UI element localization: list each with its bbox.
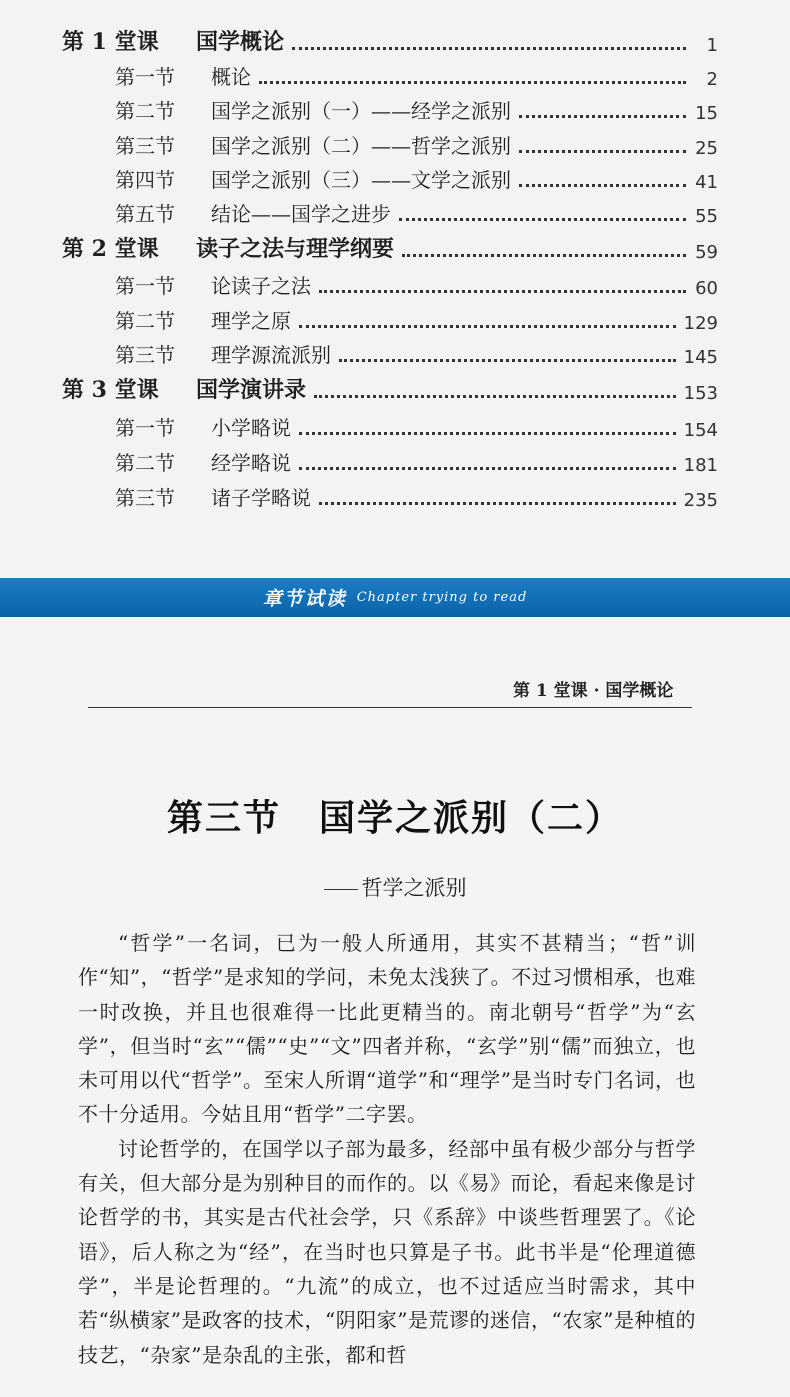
toc-section-title: 诸子学略说 — [211, 486, 311, 510]
toc-page-number: 235 — [683, 490, 718, 511]
dot-leader — [259, 81, 686, 84]
toc-section-row[interactable] — [115, 197, 718, 227]
toc-section-number: 第三节 — [115, 343, 175, 367]
toc-section-number: 第五节 — [115, 202, 175, 226]
chapter-preview-banner — [0, 578, 790, 617]
dot-leader — [299, 432, 676, 435]
toc-section-row[interactable] — [115, 338, 718, 368]
toc-section-number: 第一节 — [115, 65, 175, 89]
toc-page-number: 129 — [683, 313, 718, 334]
dot-leader — [402, 254, 686, 257]
toc-page-number: 55 — [695, 206, 718, 227]
toc-section-row[interactable] — [115, 129, 718, 159]
toc-page-number: 181 — [683, 455, 718, 476]
toc-section-row[interactable] — [115, 94, 718, 124]
dot-leader — [519, 150, 686, 153]
toc-page-number: 41 — [695, 172, 718, 193]
toc-lesson-number: 第 3 堂课 — [62, 377, 159, 403]
toc-page-number: 15 — [695, 103, 718, 124]
dot-leader — [519, 184, 686, 187]
header-rule — [88, 707, 692, 708]
toc-page-number: 2 — [706, 69, 718, 90]
toc-section-title: 国学之派别（一）——经学之派别 — [211, 99, 511, 123]
toc-section-row[interactable] — [115, 446, 718, 476]
dot-leader — [299, 467, 676, 470]
dot-leader — [314, 395, 676, 398]
toc-section-number: 第二节 — [115, 309, 175, 333]
dot-leader — [339, 359, 676, 362]
toc-lesson-title: 读子之法与理学纲要 — [196, 236, 395, 262]
toc-section-title: 概论 — [211, 65, 251, 89]
toc-page-number: 25 — [695, 138, 718, 159]
body-text — [78, 926, 696, 1372]
toc-lesson-row[interactable] — [62, 374, 718, 404]
toc-lesson-number: 第 2 堂课 — [62, 236, 159, 262]
toc-page-number: 154 — [683, 420, 718, 441]
table-of-contents — [0, 0, 790, 578]
toc-section-number: 第二节 — [115, 99, 175, 123]
toc-lesson-row[interactable] — [62, 233, 718, 263]
toc-lesson-row[interactable] — [62, 26, 718, 56]
toc-lesson-number: 第 1 堂课 — [62, 29, 159, 55]
toc-section-title: 结论——国学之进步 — [211, 202, 391, 226]
toc-section-row[interactable] — [115, 269, 718, 299]
toc-section-row[interactable] — [115, 304, 718, 334]
subtitle-text: 哲学之派别 — [361, 876, 467, 900]
section-title: 第三节 国学之派别（二） — [166, 797, 623, 839]
dot-leader — [299, 325, 676, 328]
toc-section-number: 第一节 — [115, 274, 175, 298]
running-head: 第 1 堂课 · 国学概论 — [513, 681, 674, 701]
paragraph: 讨论哲学的，在国学以子部为最多，经部中虽有极少部分与哲学有关，但大部分是为别种目的而作的。以《易》而论，看起来像是讨论哲学的书，其实是古代社会学，只《系辞》中谈些哲理罢了。《论语》，后人称之为“经”，在当时也只算是子书。此书半是“伦理道德学”，半是论哲理的。“九流”的成立，也不过适应当时需求，其中若“纵横家”是政客的技术，“阴阳家”是荒谬的迷信，“农家”是种植的技艺，“杂家”是杂乱的主张，都和哲 — [78, 1136, 696, 1367]
toc-section-number: 第三节 — [115, 134, 175, 158]
banner-title-en: Chapter trying to read — [356, 590, 528, 605]
toc-page-number: 59 — [695, 242, 718, 263]
toc-lesson-title: 国学演讲录 — [196, 377, 307, 403]
toc-section-number: 第一节 — [115, 416, 175, 440]
toc-section-title: 理学之原 — [211, 309, 291, 333]
toc-section-row[interactable] — [115, 60, 718, 90]
dot-leader — [399, 218, 686, 221]
toc-section-row[interactable] — [115, 411, 718, 441]
toc-section-title: 小学略说 — [211, 416, 291, 440]
toc-section-number: 第四节 — [115, 168, 175, 192]
toc-section-title: 国学之派别（三）——文学之派别 — [211, 168, 511, 192]
dot-leader — [519, 115, 686, 118]
toc-section-title: 经学略说 — [211, 451, 291, 475]
toc-section-title: 论读子之法 — [211, 274, 311, 298]
toc-section-title: 理学源流派别 — [211, 343, 331, 367]
toc-page-number: 60 — [695, 278, 718, 299]
toc-section-number: 第二节 — [115, 451, 175, 475]
toc-page-number: 1 — [706, 35, 718, 56]
dot-leader — [319, 290, 686, 293]
toc-page-number: 145 — [683, 347, 718, 368]
toc-section-number: 第三节 — [115, 486, 175, 510]
dot-leader — [292, 47, 686, 50]
section-subtitle — [0, 872, 790, 902]
subtitle-dash — [324, 889, 358, 890]
dot-leader — [319, 502, 676, 505]
toc-lesson-title: 国学概论 — [196, 29, 285, 55]
paragraph: “哲学”一名词，已为一般人所通用，其实不甚精当；“哲”训作“知”，“哲学”是求知的学问，未免太浅狭了。不过习惯相承，也难一时改换，并且也很难得一比此更精当的。南北朝号“哲学”为“玄学”，但当时“玄”“儒”“史”“文”四者并称，“玄学”别“儒”而独立，也未可用以代“哲学”。至宋人所谓“道学”和“理学”是当时专门名词，也不十分适用。今姑且用“哲学”二字罢。 — [78, 931, 696, 1127]
toc-section-title: 国学之派别（二）——哲学之派别 — [211, 134, 511, 158]
toc-page-number: 153 — [683, 383, 718, 404]
banner-title-cn: 章节试读 — [262, 588, 347, 610]
toc-section-row[interactable] — [115, 481, 718, 511]
toc-section-row[interactable] — [115, 163, 718, 193]
